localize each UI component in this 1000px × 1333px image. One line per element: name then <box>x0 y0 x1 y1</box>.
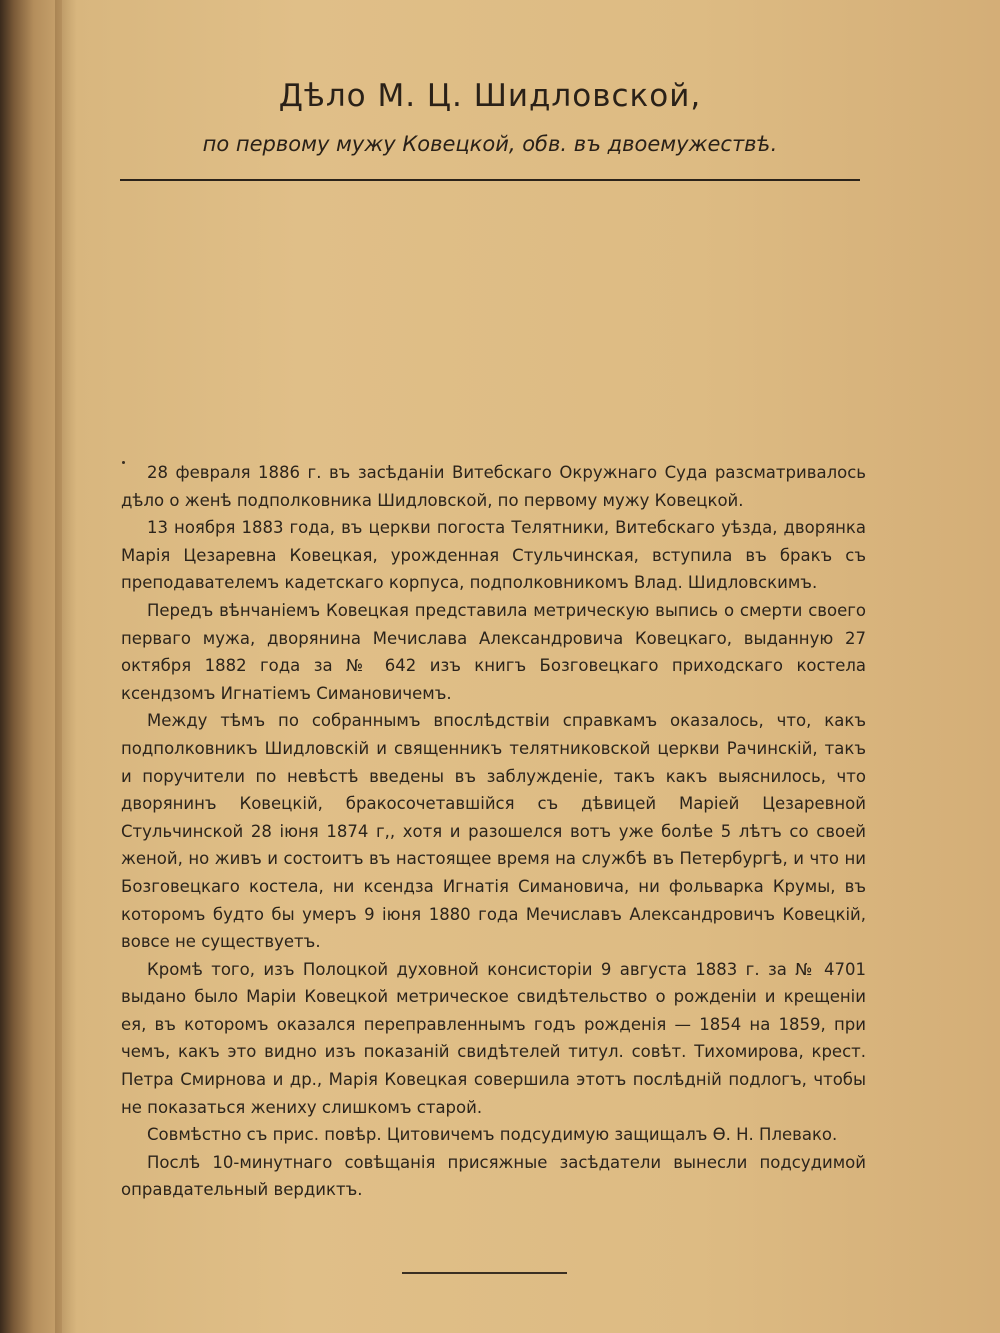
end-divider <box>402 1272 567 1274</box>
paragraph: Кромѣ того, изъ Полоцкой духовной консисторіи 9 августа 1883 г. за № 4701 выдано было Маріи Ковецкой метрическое свидѣтельство о рожденіи и крещеніи ея, въ которомъ оказался переправленнымъ годъ рожденія — 1854 на 1859, при чемъ, какъ это видно изъ показаній свидѣтелей титул. совѣт. Тихомирова, крест. Петра Смирнова и др., Марія Ковецкая совершила этотъ послѣдній подлогъ, чтобы не показаться жениху слишкомъ старой. <box>121 959 866 1117</box>
document-title: Дѣло М. Ц. Шидловской, <box>278 78 702 114</box>
title-divider <box>120 179 860 181</box>
document-subtitle: по первому мужу Ковецкой, обв. въ двоемужествѣ. <box>202 132 778 156</box>
paragraph: 28 февраля 1886 г. въ засѣданіи Витебскаго Окружнаго Суда разсматривалось дѣло о женѣ подполковника Шидловской, по первому мужу Ковецкой. <box>121 463 866 510</box>
gutter-shadow <box>55 0 77 1333</box>
paragraph: 13 ноября 1883 года, въ церкви погоста Телятники, Витебскаго уѣзда, дворянка Марія Цезаревна Ковецкая, урожденная Стульчинская, вступила въ бракъ съ преподавателемъ кадетскаго корпуса, подполковникомъ Влад. Шидловскимъ. <box>121 518 866 593</box>
document-body <box>121 459 866 1204</box>
paragraph: Между тѣмъ по собраннымъ впослѣдствіи справкамъ оказалось, что, какъ подполковникъ Шидловскій и священникъ телятниковской церкви Рачинскій, такъ и поручители по невѣстѣ введены въ заблужденіе, такъ какъ выяснилось, что дворянинъ Ковецкій, бракосочетавшійся съ дѣвицей Маріей Цезаревной Стульчинской 28 іюня 1874 г,, хотя и разошелся вотъ уже болѣе 5 лѣтъ со своей женой, но живъ и состоитъ въ настоящее время на службѣ въ Петербургѣ, и что ни Бозговецкаго костела, ни ксендза Игнатія Симановича, ни фольварка Крумы, въ которомъ будто бы умеръ 9 іюня 1880 года Мечиславъ Александровичъ Ковецкій, вовсе не существуетъ. <box>121 711 866 952</box>
paragraph: Послѣ 10-минутнаго совѣщанія присяжные засѣдатели вынесли подсудимой оправдательный вердиктъ. <box>121 1152 866 1200</box>
paragraph: Совмѣстно съ прис. повѣр. Цитовичемъ подсудимую защищалъ Ѳ. Н. Плевако. <box>147 1125 838 1145</box>
paragraph: Передъ вѣнчаніемъ Ковецкая представила метрическую выпись о смерти своего перваго мужа, дворянина Мечислава Александровича Ковецкаго, выданную 27 октября 1882 года за № 642 изъ книгъ Бозговецкаго приходскаго костела ксендзомъ Игнатіемъ Симановичемъ. <box>121 600 866 703</box>
book-gutter <box>0 0 62 1333</box>
